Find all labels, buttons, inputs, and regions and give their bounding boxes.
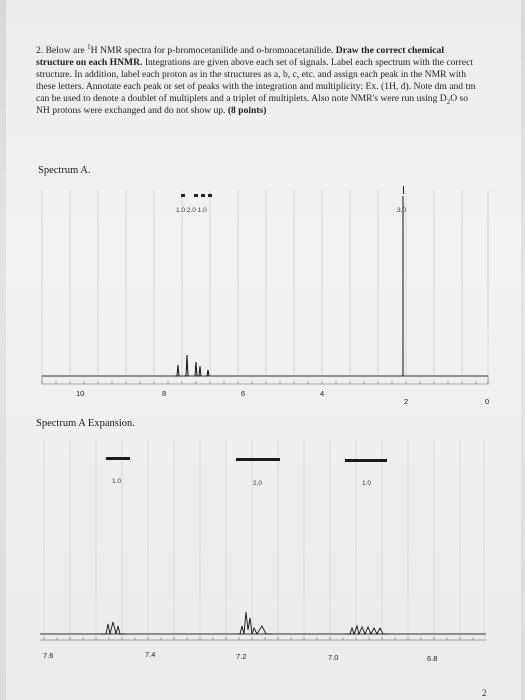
expansion-minor-ticks: [44, 637, 473, 640]
question-text: 2. Below are $^1$H NMR spectra for p-bromocetanilide and o-bromoacetanilide. Draw the correct chemical structure on each HNMR. Integrations are given above each set of signals. Label each spectrum with the correct structure. In addition, label each proton as in the structures as a, b, c, etc. and assign each peak in the NMR with these letters. Annotate each peak or set of peaks with the integration and multiplicity: Ex. (1H, d). Note dm and tm can be used to denote a doublet of multiplets and a triplet of multiplets. Also note NMR's were run using $D_2O$ so NH protons were exchanged and do not show up. (8 points): [36, 42, 476, 117]
question-number: 2.: [36, 45, 44, 56]
expansion-tick-7-6: 7.6: [43, 651, 54, 660]
spectrum-a-integration-bars: [181, 186, 404, 197]
expansion-tick-7-4: 7.4: [145, 650, 156, 659]
spectrum-a-grid: [42, 190, 488, 378]
peak-a-7-3: [184, 355, 189, 376]
bold-instruction: Draw the correct chemical structure on each HNMR.: [36, 45, 445, 69]
expansion-grid: [44, 440, 484, 638]
expansion-peaks: [100, 612, 388, 634]
spectrum-a-integration-right: 3.0: [397, 207, 407, 214]
spectrum-a-expansion-label: Spectrum A Expansion.: [36, 418, 135, 429]
spectrum-a-baseline: [42, 376, 488, 384]
expansion-integration-2: 2.0: [253, 480, 263, 487]
spectrum-a-tick-8: 8: [162, 389, 167, 398]
peak-a-small: [206, 370, 209, 376]
expansion-peak-2: [236, 612, 272, 634]
expansion-tick-7-2: 7.2: [236, 652, 247, 661]
expansion-tick-6-8: 6.8: [427, 654, 438, 663]
expansion-peak-3: [345, 626, 388, 634]
spectrum-a-tick-10: 10: [76, 389, 85, 398]
expansion-integration-1: 1.0: [112, 478, 122, 485]
spectrum-a-tick-4: 4: [320, 389, 325, 398]
spectrum-a-tick-2: 2: [404, 397, 409, 406]
points-value: (8 points): [227, 105, 267, 117]
expansion-tick-7-0: 7.0: [328, 653, 339, 662]
spectrum-a-integration-left: 1.0 2.0 1.0: [176, 207, 207, 214]
spectrum-a-tick-6: 6: [241, 389, 246, 398]
spectrum-a-label: Spectrum A.: [38, 165, 91, 176]
spectrum-a-tick-0: 0: [485, 397, 490, 406]
page-number: 2: [482, 688, 487, 698]
spectrum-a-peaks: [175, 196, 403, 376]
peak-a-7-45: [175, 365, 181, 376]
peak-a-7-05: [194, 362, 201, 376]
expansion-integration-3: 1.0: [362, 480, 372, 487]
expansion-baseline: [40, 634, 486, 640]
